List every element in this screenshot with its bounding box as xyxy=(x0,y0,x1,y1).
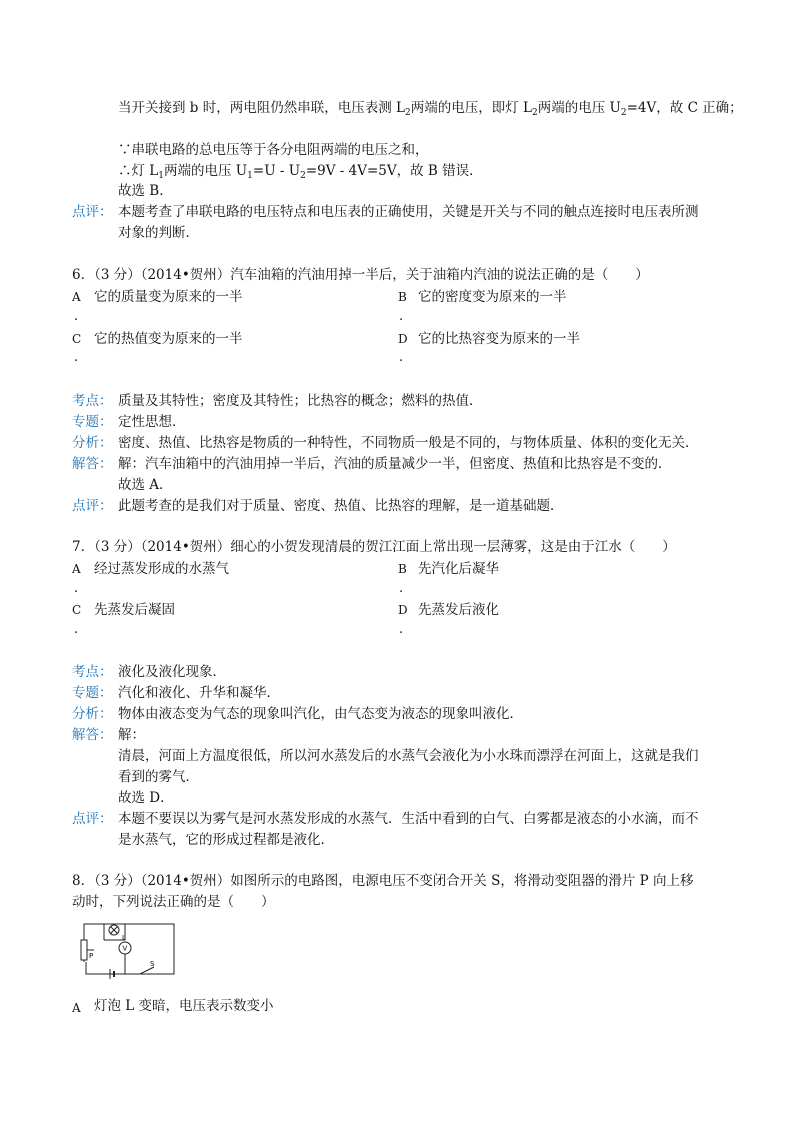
zhuanti-label: 专题： xyxy=(72,685,113,701)
option-dot: . xyxy=(399,622,404,637)
q7-dianping-1: 本题不要误以为雾气是河水蒸发形成的水蒸气．生活中看到的白气、白雾都是液态的小水滴，而不 xyxy=(118,811,699,827)
lamp-label: L xyxy=(122,934,126,942)
q7-jieda-3: 看到的雾气． xyxy=(118,769,199,785)
q6-kaodian: 质量及其特性；密度及其特性；比热容的概念；燃料的热值． xyxy=(118,393,483,409)
q7-jieda-1: 解： xyxy=(118,727,145,743)
q6-fenxi: 密度、热值、比热容是物质的一种特性，不同物质一般是不同的，与物体质量、体积的变化无关． xyxy=(118,435,699,451)
q7-fenxi: 物体由液态变为气态的现象叫汽化，由气态变为液态的现象叫液化． xyxy=(118,706,523,722)
q8-option-a: 灯泡 L 变暗，电压表示数变小 xyxy=(94,998,274,1014)
fenxi-label: 分析： xyxy=(72,706,113,722)
q6-option-a: 它的质量变为原来的一半 xyxy=(94,289,243,305)
option-dot: . xyxy=(399,581,404,596)
q7-option-a: 经过蒸发形成的水蒸气 xyxy=(94,561,229,577)
q7-option-d-letter: D xyxy=(398,603,408,617)
jieda-label: 解答： xyxy=(72,727,113,743)
voltmeter-label: V xyxy=(122,944,128,953)
prev-line-2: ∵串联电路的总电压等于各分电阻两端的电压之和， xyxy=(118,142,429,158)
dianping-label: 点评： xyxy=(72,498,113,514)
q6-option-c: 它的热值变为原来的一半 xyxy=(94,331,243,347)
option-dot: . xyxy=(74,309,79,324)
q7-jieda-4: 故选 D． xyxy=(118,790,174,806)
option-dot: . xyxy=(74,581,79,596)
prev-answer: 故选 B． xyxy=(118,183,173,199)
rheostat xyxy=(81,940,87,960)
q6-jieda-2: 故选 A． xyxy=(118,477,173,493)
q7-stem: 7．（3 分）（2014•贺州）细心的小贺发现清晨的贺江江面上常出现一层薄雾，这是由于江水（ ） xyxy=(72,539,676,555)
circuit-diagram xyxy=(74,922,184,980)
zhuanti-label: 专题： xyxy=(72,414,113,430)
fenxi-label: 分析： xyxy=(72,435,113,451)
option-dot: . xyxy=(399,309,404,324)
switch-label: S xyxy=(150,960,155,968)
q7-dianping-2: 是水蒸气，它的形成过程都是液化． xyxy=(118,832,334,848)
switch-symbol xyxy=(140,967,154,974)
kaodian-label: 考点： xyxy=(72,393,113,409)
q7-option-c: 先蒸发后凝固 xyxy=(94,602,175,618)
q7-option-d: 先蒸发后液化 xyxy=(418,602,499,618)
q6-jieda-1: 解：汽车油箱中的汽油用掉一半后，汽油的质量减少一半，但密度、热值和比热容是不变的． xyxy=(118,456,672,472)
q7-option-b: 先汽化后凝华 xyxy=(418,561,499,577)
q6-option-d-letter: D xyxy=(398,332,408,346)
jieda-label: 解答： xyxy=(72,456,113,472)
q7-jieda-2: 清晨，河面上方温度很低，所以河水蒸发后的水蒸气会液化为小水珠而漂浮在河面上，这就是我们 xyxy=(118,748,699,764)
q7-kaodian: 液化及液化现象． xyxy=(118,664,226,680)
q6-stem: 6．（3 分）（2014•贺州）汽车油箱的汽油用掉一半后，关于油箱内汽油的说法正确的是（ ） xyxy=(72,267,649,283)
q6-dianping: 此题考查的是我们对于质量、密度、热值、比热容的理解，是一道基础题． xyxy=(118,498,564,514)
dianping-label: 点评： xyxy=(72,811,113,827)
q6-option-b: 它的密度变为原来的一半 xyxy=(418,289,567,305)
q7-option-c-letter: C xyxy=(72,603,82,617)
q6-option-d: 它的比热容变为原来的一半 xyxy=(418,331,580,347)
prev-comment-2: 对象的判断． xyxy=(118,225,199,241)
slider-label: P xyxy=(89,952,94,960)
q6-option-c-letter: C xyxy=(72,332,82,346)
q8-option-a-letter: A xyxy=(72,1001,81,1015)
prev-line-1: 当开关接到 b 时，两电阻仍然串联，电压表测 $L_2$两端的电压，即灯 $L_2$两端的电压 $U_2=4V$，故 C 正确； xyxy=(118,100,743,118)
q8-stem-1: 8．（3 分）（2014•贺州）如图所示的电路图，电源电压不变闭合开关 S，将滑动变阻器的滑片 P 向上移 xyxy=(72,873,694,889)
option-dot: . xyxy=(399,350,404,365)
option-dot: . xyxy=(74,622,79,637)
q6-option-b-letter: B xyxy=(398,290,407,304)
q7-option-b-letter: B xyxy=(398,562,407,576)
comment-label: 点评： xyxy=(72,204,113,220)
q8-stem-2: 动时，下列说法正确的是（ ） xyxy=(72,894,275,910)
prev-comment-1: 本题考查了串联电路的电压特点和电压表的正确使用，关键是开关与不同的触点连接时电压表所测 xyxy=(118,204,699,220)
prev-line-3: ∴灯 $L_1$两端的电压 $U_1=U - U_2=9V - 4V=5V$，故 B 错误． xyxy=(118,163,483,181)
kaodian-label: 考点： xyxy=(72,664,113,680)
q7-option-a-letter: A xyxy=(72,562,81,576)
q6-option-a-letter: A xyxy=(72,290,81,304)
q7-zhuanti: 汽化和液化、升华和凝华． xyxy=(118,685,280,701)
option-dot: . xyxy=(74,350,79,365)
q6-zhuanti: 定性思想． xyxy=(118,414,186,430)
